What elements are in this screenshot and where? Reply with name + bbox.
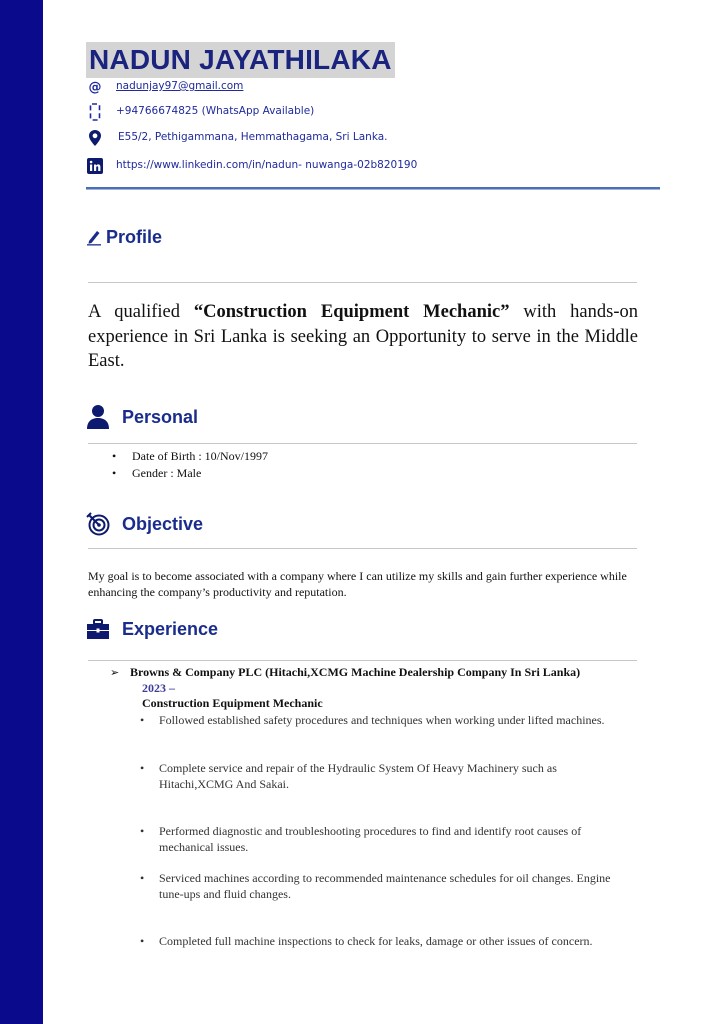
personal-divider <box>88 443 637 444</box>
objective-heading <box>86 509 203 539</box>
personal-heading <box>86 402 198 432</box>
profile-heading <box>86 222 162 252</box>
objective-divider <box>88 548 637 549</box>
profile-divider <box>88 282 637 283</box>
company-name: ➢ Browns & Company PLC (Hitachi,XCMG Machine Dealership Company In Sri Lanka) <box>110 665 581 679</box>
phone-number: +94766674825 (WhatsApp Available) <box>116 105 315 117</box>
person-icon <box>86 403 114 431</box>
experience-heading <box>86 614 218 644</box>
personal-list <box>112 448 268 482</box>
job-role: Construction Equipment Mechanic <box>142 696 323 710</box>
email-link[interactable]: nadunjay97@gmail.com <box>116 80 244 92</box>
profile-summary: A qualified “Construction Equipment Mechanic” with hands-on experience in Sri Lanka is seeking an Opportunity to serve in the Middle East. <box>88 302 638 371</box>
profile-role-highlight: “Construction Equipment Mechanic” <box>193 302 510 322</box>
at-icon: @ <box>88 79 102 95</box>
contact-linkedin <box>86 155 646 177</box>
experience-divider <box>88 660 637 661</box>
phone-icon <box>86 103 104 121</box>
header-divider <box>86 187 660 190</box>
linkedin-url[interactable]: https://www.linkedin.com/in/nadun- nuwanga-02b820190 <box>116 159 418 171</box>
list-item: • Gender : Male <box>112 465 268 482</box>
linkedin-icon <box>86 157 104 175</box>
arrow-bullet-icon: ➢ <box>110 666 120 679</box>
contact-address <box>86 127 646 149</box>
experience-title: Experience <box>122 618 219 639</box>
objective-title: Objective <box>122 513 204 534</box>
profile-title: Profile <box>106 226 163 247</box>
location-pin-icon <box>86 129 104 147</box>
candidate-name: NADUN JAYATHILAKA <box>86 42 395 78</box>
list-item: • Date of Birth : 10/Nov/1997 <box>112 448 268 465</box>
contact-email <box>86 76 646 98</box>
address-text: E55/2, Pethigammana, Hemmathagama, Sri Lanka. <box>118 131 388 143</box>
target-icon <box>86 510 114 538</box>
personal-title: Personal <box>122 406 199 427</box>
employment-year: 2023 – <box>142 681 175 695</box>
briefcase-icon <box>86 615 114 643</box>
sidebar-stripe <box>0 0 43 1024</box>
objective-text: My goal is to become associated with a company where I can utilize my skills and gain further experience while enhancing the company’s productivity and reputation. <box>88 569 627 599</box>
contact-phone <box>86 101 646 123</box>
